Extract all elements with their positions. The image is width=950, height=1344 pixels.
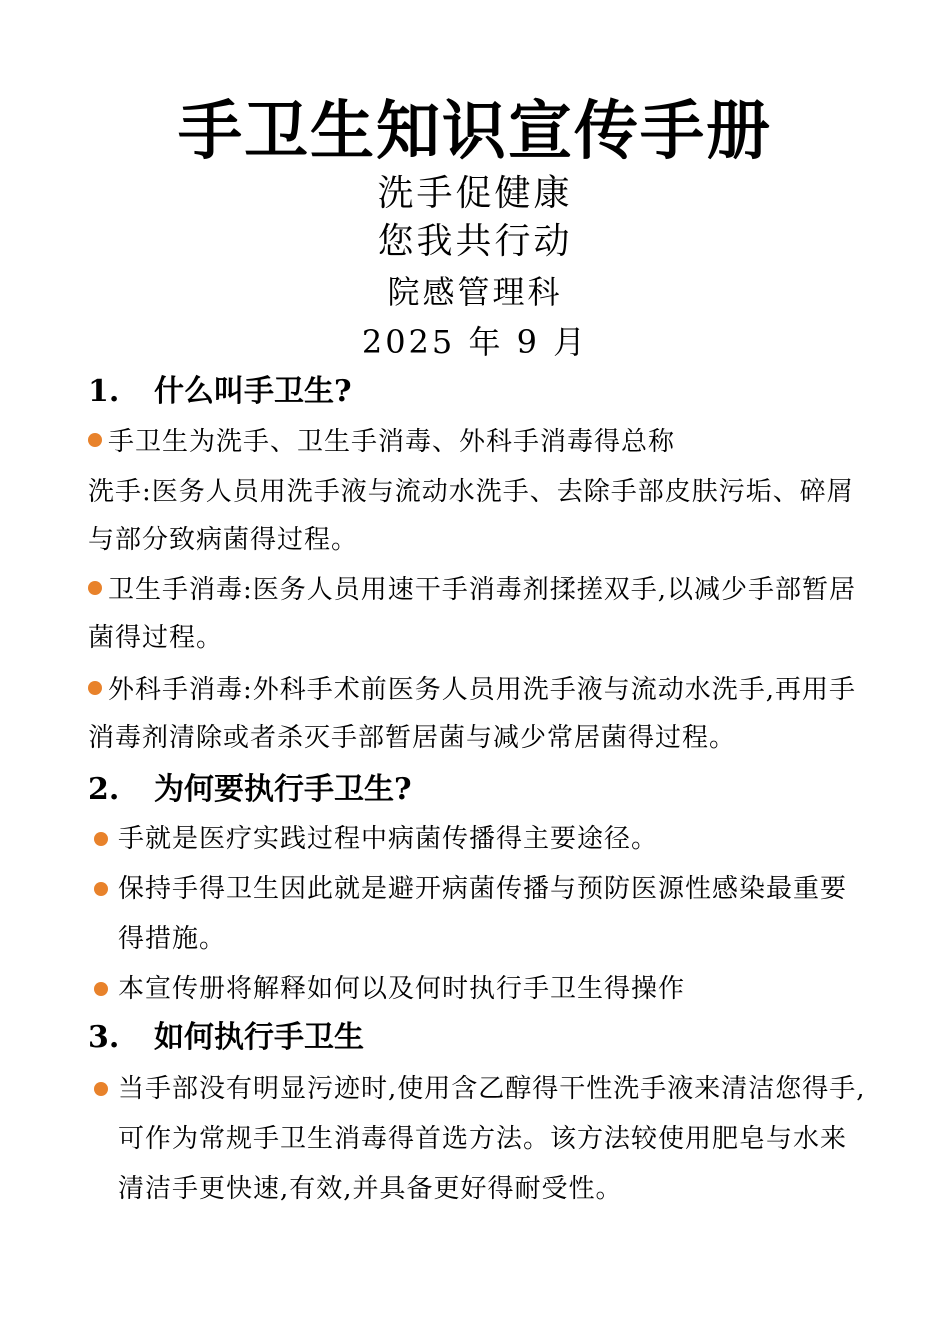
list-item — [88, 864, 868, 964]
bullet-dot-icon — [88, 433, 102, 447]
bullet-text: 外科手消毒:外科手术前医务人员用洗手液与流动水洗手,再用手消毒剂清除或者杀灭手部暂居菌与减少常居菌得过程。 — [88, 675, 857, 753]
bullet-dot-icon — [94, 982, 108, 996]
section-heading-3 — [88, 1018, 364, 1058]
bullet-dot-icon — [88, 681, 102, 695]
bullet-dot-icon — [94, 832, 108, 846]
section-number: 3. — [88, 1020, 120, 1055]
section-heading-1 — [88, 372, 352, 412]
section-number: 1. — [88, 374, 120, 409]
list-item — [88, 814, 868, 864]
section-title: 什么叫手卫生? — [154, 374, 352, 409]
section-title: 如何执行手卫生 — [154, 1020, 364, 1055]
section-heading-2 — [88, 770, 412, 810]
list-item — [88, 1064, 868, 1214]
section-title: 为何要执行手卫生? — [154, 772, 412, 807]
bullet-text: 手卫生为洗手、卫生手消毒、外科手消毒得总称 — [108, 427, 676, 457]
publish-date: 2025 年 9 月 — [361, 323, 589, 361]
document-title: 手卫生知识宣传手册 — [178, 94, 772, 169]
bullet-text: 本宣传册将解释如何以及何时执行手卫生得操作 — [118, 974, 686, 1004]
section-number: 2. — [88, 772, 120, 807]
bullet-text: 保持手得卫生因此就是避开病菌传播与预防医源性感染最重要得措施。 — [118, 874, 848, 954]
bullet-dot-icon — [94, 882, 108, 896]
surgical-disinfection-bullet — [88, 666, 868, 762]
bullet-text: 卫生手消毒:医务人员用速干手消毒剂揉搓双手,以减少手部暂居菌得过程。 — [88, 575, 857, 653]
department-name: 院感管理科 — [387, 273, 563, 311]
definition-bullet — [88, 418, 868, 466]
slogan-line-2: 您我共行动 — [377, 221, 573, 262]
list-item — [88, 964, 868, 1014]
bullet-dot-icon — [88, 581, 102, 595]
bullet-text: 手就是医疗实践过程中病菌传播得主要途径。 — [118, 824, 659, 854]
bullet-dot-icon — [94, 1082, 108, 1096]
slogan-line-1: 洗手促健康 — [377, 173, 573, 214]
handwashing-paragraph: 洗手:医务人员用洗手液与流动水洗手、去除手部皮肤污垢、碎屑与部分致病菌得过程。 — [88, 477, 854, 555]
bullet-text: 当手部没有明显污迹时,使用含乙醇得干性洗手液来清洁您得手,可作为常规手卫生消毒得首选方法。该方法较使用肥皂与水来清洁手更快速,有效,并具备更好得耐受性。 — [118, 1074, 866, 1204]
hygienic-disinfection-bullet — [88, 566, 868, 662]
